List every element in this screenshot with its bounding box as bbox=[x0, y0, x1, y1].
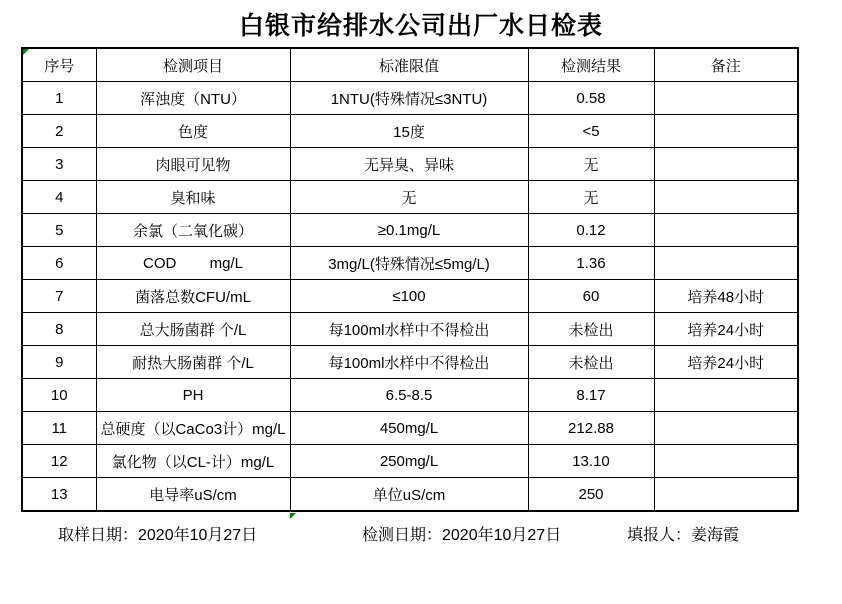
table-row bbox=[22, 346, 798, 379]
cell-result: 212.88 bbox=[528, 412, 654, 445]
cell-no: 6 bbox=[22, 247, 96, 280]
cell-limit: 250mg/L bbox=[290, 445, 528, 478]
table-row bbox=[22, 412, 798, 445]
column-header-no: 序号 bbox=[22, 48, 96, 82]
table-row bbox=[22, 313, 798, 346]
page-title: 白银市给排水公司出厂水日检表 bbox=[238, 12, 603, 40]
cell-item: 总硬度（以CaCo3计）mg/L bbox=[96, 412, 290, 445]
cell-limit: 无异臭、异味 bbox=[290, 148, 528, 181]
cell-item: 浑浊度（NTU） bbox=[96, 82, 290, 115]
cell-remark bbox=[654, 82, 798, 115]
cell-result: 8.17 bbox=[528, 379, 654, 412]
cell-item: 余氯（二氧化碳） bbox=[96, 214, 290, 247]
table-row bbox=[22, 181, 798, 214]
column-header-result: 检测结果 bbox=[528, 48, 654, 82]
cell-result: 无 bbox=[528, 148, 654, 181]
table-row bbox=[22, 379, 798, 412]
cell-remark bbox=[654, 214, 798, 247]
cell-limit: 单位uS/cm bbox=[290, 478, 528, 512]
cell-no: 7 bbox=[22, 280, 96, 313]
cell-result: <5 bbox=[528, 115, 654, 148]
cell-item: 电导率uS/cm bbox=[96, 478, 290, 512]
cell-remark: 培养48小时 bbox=[654, 280, 798, 313]
column-header-item: 检测项目 bbox=[96, 48, 290, 82]
cell-limit: 无 bbox=[290, 181, 528, 214]
cell-result: 0.12 bbox=[528, 214, 654, 247]
cell-no: 1 bbox=[22, 82, 96, 115]
cell-remark: 培养24小时 bbox=[654, 346, 798, 379]
cell-remark bbox=[654, 412, 798, 445]
cell-no: 8 bbox=[22, 313, 96, 346]
cell-remark bbox=[654, 445, 798, 478]
cell-no: 10 bbox=[22, 379, 96, 412]
cell-limit: 15度 bbox=[290, 115, 528, 148]
table-row bbox=[22, 115, 798, 148]
column-header-limit: 标准限值 bbox=[290, 48, 528, 82]
table-row bbox=[22, 247, 798, 280]
cell-item: 臭和味 bbox=[96, 181, 290, 214]
table-row bbox=[22, 214, 798, 247]
cell-remark: 培养24小时 bbox=[654, 313, 798, 346]
table-row bbox=[22, 82, 798, 115]
cell-no: 12 bbox=[22, 445, 96, 478]
cell-result: 无 bbox=[528, 181, 654, 214]
daily-check-table bbox=[21, 47, 799, 512]
cell-result: 0.58 bbox=[528, 82, 654, 115]
cell-limit: 1NTU(特殊情况≤3NTU) bbox=[290, 82, 528, 115]
cell-flag-icon bbox=[290, 513, 296, 519]
cell-remark bbox=[654, 148, 798, 181]
cell-no: 11 bbox=[22, 412, 96, 445]
cell-item: 氯化物（以CL-计）mg/L bbox=[96, 445, 290, 478]
column-header-remark: 备注 bbox=[654, 48, 798, 82]
cell-no: 3 bbox=[22, 148, 96, 181]
cell-item: PH bbox=[96, 379, 290, 412]
cell-remark bbox=[654, 181, 798, 214]
cell-result: 60 bbox=[528, 280, 654, 313]
footer-reporter: 填报人：姜海霞 bbox=[627, 527, 740, 544]
cell-limit: ≤100 bbox=[290, 280, 528, 313]
cell-no: 2 bbox=[22, 115, 96, 148]
cell-result: 未检出 bbox=[528, 313, 654, 346]
table-row bbox=[22, 280, 798, 313]
cell-no: 5 bbox=[22, 214, 96, 247]
cell-remark bbox=[654, 478, 798, 512]
table-row bbox=[22, 445, 798, 478]
cell-item: COD mg/L bbox=[96, 247, 290, 280]
cell-limit: 每100ml水样中不得检出 bbox=[290, 346, 528, 379]
cell-limit: 3mg/L(特殊情况≤5mg/L) bbox=[290, 247, 528, 280]
cell-result: 1.36 bbox=[528, 247, 654, 280]
cell-item: 总大肠菌群 个/L bbox=[96, 313, 290, 346]
cell-result: 未检出 bbox=[528, 346, 654, 379]
cell-limit: 6.5-8.5 bbox=[290, 379, 528, 412]
cell-no: 9 bbox=[22, 346, 96, 379]
cell-result: 13.10 bbox=[528, 445, 654, 478]
footer-sampling-date: 取样日期：2020年10月27日 bbox=[58, 527, 258, 544]
cell-item: 菌落总数CFU/mL bbox=[96, 280, 290, 313]
cell-no: 13 bbox=[22, 478, 96, 512]
cell-item: 肉眼可见物 bbox=[96, 148, 290, 181]
table-row bbox=[22, 148, 798, 181]
cell-limit: 每100ml水样中不得检出 bbox=[290, 313, 528, 346]
footer-test-date: 检测日期：2020年10月27日 bbox=[362, 527, 562, 544]
cell-item: 耐热大肠菌群 个/L bbox=[96, 346, 290, 379]
cell-item: 色度 bbox=[96, 115, 290, 148]
cell-result: 250 bbox=[528, 478, 654, 512]
cell-limit: 450mg/L bbox=[290, 412, 528, 445]
cell-remark bbox=[654, 379, 798, 412]
cell-remark bbox=[654, 247, 798, 280]
cell-limit: ≥0.1mg/L bbox=[290, 214, 528, 247]
cell-remark bbox=[654, 115, 798, 148]
table-row bbox=[22, 478, 798, 512]
table-header-row bbox=[22, 48, 798, 82]
cell-no: 4 bbox=[22, 181, 96, 214]
